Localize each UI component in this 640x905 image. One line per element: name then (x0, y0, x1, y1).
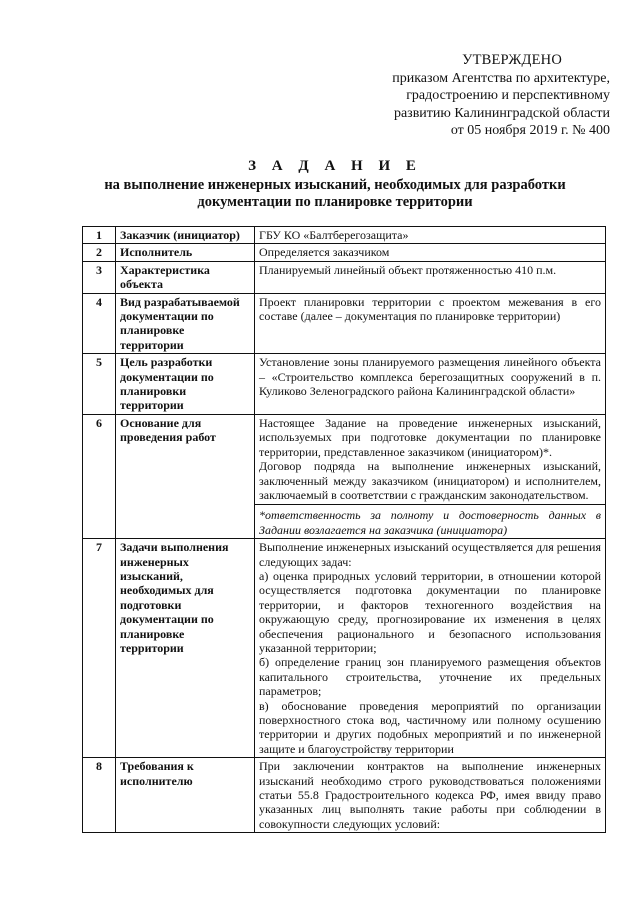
value-text: Планируемый линейный объект протяженностью 410 п.м. (259, 262, 557, 277)
row-label: Требования к исполнителю (116, 758, 255, 833)
value-text: Договор подряда на выполнение инженерных изысканий, заключенный между заказчиком (инициатором) и исполнителем, заключаемый в соответствии с гражданским законодательством. (259, 459, 601, 502)
value-text: Проект планировки территории с проектом межевания в его составе (далее – документация по планировке территории) (259, 294, 601, 324)
row-number: 3 (83, 261, 116, 293)
row-value (255, 293, 606, 354)
table-row (83, 539, 606, 758)
table-row (83, 354, 606, 415)
row-number: 8 (83, 758, 116, 833)
row-value (255, 414, 606, 538)
approval-heading: УТВЕРЖДЕНО (462, 52, 562, 68)
value-text: Установление зоны планируемого размещения линейного объекта – «Строительство комплекса берегозащитных сооружений в п. Куликово Зеленоградского района Калининградской области» (259, 355, 601, 399)
row-label: Исполнитель (116, 244, 255, 261)
title-line: на выполнение инженерных изысканий, необходимых для разработки (104, 177, 566, 193)
title-line: документации по планировке территории (197, 194, 473, 210)
row-number: 1 (83, 227, 116, 244)
task-table (82, 226, 606, 833)
table-row (83, 414, 606, 538)
approval-line: развитию Калининградской области (393, 105, 610, 121)
row-label: Цель разработки документации по планировки территории (116, 354, 255, 415)
value-text: ГБУ КО «Балтберегозащита» (259, 228, 409, 242)
row-number: 2 (83, 244, 116, 261)
table-row (83, 227, 606, 244)
row-label: Характеристика объекта (116, 261, 255, 293)
approval-line: приказом Агентства по архитектуре, (392, 70, 610, 86)
value-text: в) обоснование проведения мероприятий по организации поверхностного стока вод, частичному или полному осушению территории и других подобных мероприятий и по инженерной защите и благоустройству территории (259, 698, 601, 756)
row-number: 7 (83, 539, 116, 758)
approval-block (340, 52, 610, 140)
divider (255, 504, 605, 505)
row-number: 6 (83, 414, 116, 538)
approval-line: от 05 ноября 2019 г. № 400 (450, 123, 610, 138)
row-number: 4 (83, 293, 116, 354)
table-row (83, 261, 606, 293)
row-number: 5 (83, 354, 116, 415)
row-label: Задачи выполнения инженерных изысканий, необходимых для подготовки документации по планировке территории (116, 539, 255, 758)
approval-line: градостроению и перспективному (406, 88, 610, 103)
row-value (255, 227, 606, 244)
row-value (255, 244, 606, 261)
row-value (255, 539, 606, 758)
row-label: Заказчик (инициатор) (116, 227, 255, 244)
value-text: Определяется заказчиком (259, 245, 390, 260)
document-title (60, 158, 610, 211)
value-text: При заключении контрактов на выполнение инженерных изысканий необходимо строго руководствоваться положениями статьи 55.8 Градостроительного кодекса РФ, имея ввиду право указанных лиц выполнять такие работы при соблюдении в совокупности следующих условий: (259, 759, 601, 831)
value-text: б) определение границ зон планируемого размещения объектов капитального строительства, уточнение их предельных параметров; (259, 655, 601, 699)
value-text: Настоящее Задание на проведение инженерных изысканий, используемых при подготовке документации по планировке территории, представленное заказчиком (инициатором)*. (259, 415, 601, 459)
title-main: З А Д А Н И Е (248, 158, 422, 174)
table-row (83, 758, 606, 833)
row-value (255, 758, 606, 833)
value-text: а) оценка природных условий территории, в отношении которой осуществляется подготовка документации по планировке территории, и факторов техногенного воздействия на окружающую среду, прогнозирование их изменения в целях обеспечения рационального и безопасного использования указанной территории; (259, 568, 601, 655)
table-row (83, 293, 606, 354)
row-value (255, 261, 606, 293)
value-text: Выполнение инженерных изысканий осуществляется для решения следующих задач: (259, 540, 601, 569)
row-label: Вид разрабатываемой документации по планировке территории (116, 293, 255, 354)
footnote-text: *ответственность за полноту и достоверность данных в Задании возлагается на заказчика (инициатора) (259, 508, 601, 537)
table-row (83, 244, 606, 261)
row-label: Основание для проведения работ (116, 414, 255, 538)
row-value (255, 354, 606, 415)
